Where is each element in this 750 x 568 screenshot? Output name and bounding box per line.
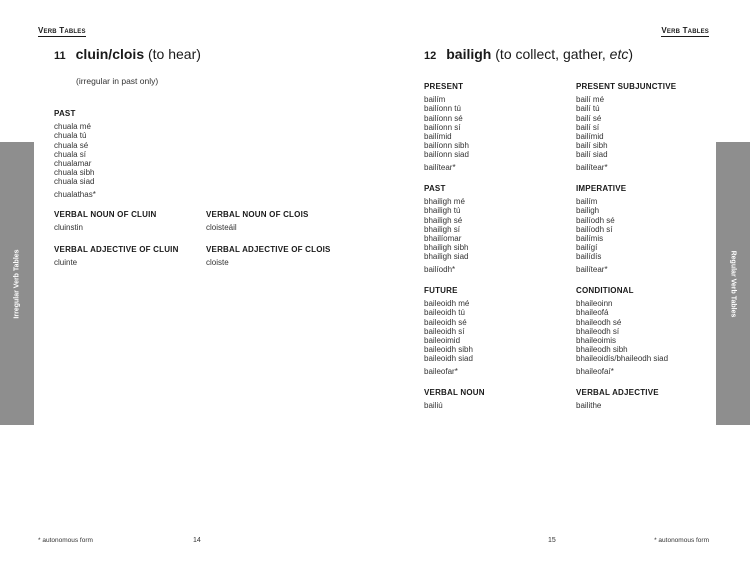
verb-number: 12 [424, 50, 437, 62]
page-number: 15 [548, 537, 556, 544]
verb-form: bhaileodh sibh [576, 345, 628, 355]
section-header: VERBAL ADJECTIVE OF CLOIS [206, 245, 331, 254]
autonomous-form: bailítear* [576, 264, 608, 274]
verb-form: bailí sí [576, 122, 600, 132]
right-page [375, 0, 750, 568]
verb-form: bailíonn tú [424, 104, 461, 114]
verbal-adj-clois-section [206, 245, 331, 267]
verb-form: bailíonn sé [424, 113, 463, 123]
thumb-tab [716, 142, 750, 425]
verbal-adjective-section [576, 388, 659, 410]
verb-form: bailíodh sé [576, 215, 615, 225]
section-header: PAST [424, 184, 446, 193]
verb-form: bailigh [576, 206, 600, 216]
verb-gloss [495, 46, 633, 62]
verbal-noun-cluin-section [54, 210, 157, 232]
autonomous-form: bailítear* [576, 162, 608, 172]
page-number: 14 [193, 537, 201, 544]
verb-form: chuala sé [54, 140, 89, 150]
verb-form: bhaileoidís/bhaileodh siad [576, 354, 669, 364]
verb-form: bhaileofá [576, 308, 609, 318]
verb-form: bailídís [576, 252, 602, 262]
verb-form: chualamar [54, 159, 92, 169]
verb-form: bailí mé [576, 95, 605, 105]
verb-form: baileoidh mé [424, 299, 470, 309]
section-header: VERBAL ADJECTIVE [576, 388, 659, 397]
verb-form: chuala mé [54, 122, 91, 132]
verb-form: bailím [576, 197, 598, 207]
autonomous-form: bhaileofaí* [576, 366, 614, 376]
section-header: VERBAL NOUN OF CLOIS [206, 210, 309, 219]
verb-gloss: (to hear) [148, 46, 201, 62]
verb-form: bailígí [576, 243, 598, 253]
verb-form: cluinte [54, 258, 78, 268]
verb-form: bailíonn sibh [424, 141, 469, 151]
verb-form: bhaileoinn [576, 299, 613, 309]
verb-gloss-suffix: ) [628, 46, 634, 62]
verb-form: bailím [424, 95, 446, 105]
thumb-tab-label: Regular Verb Tables [729, 250, 737, 317]
verb-form: chuala sibh [54, 168, 95, 178]
verb-form: bhailigh sé [424, 215, 463, 225]
verb-form: cloisteáil [206, 223, 237, 233]
future-section [424, 286, 473, 376]
verb-form: bailiú [424, 401, 443, 411]
verb-form: bailí sibh [576, 141, 608, 151]
section-header: VERBAL NOUN OF CLUIN [54, 210, 157, 219]
verb-form: bhailigh siad [424, 252, 469, 262]
verb-gloss-etc: etc [609, 46, 629, 62]
verb-form: bailíonn sí [424, 122, 461, 132]
verb-form: bailithe [576, 401, 602, 411]
verb-form: bailímis [576, 234, 604, 244]
present-section [424, 82, 469, 172]
running-head: Verb Tables [661, 26, 709, 35]
autonomous-form: bailíodh* [424, 264, 456, 274]
verb-form: baileoidh siad [424, 354, 473, 364]
verb-form: bhailigh sí [424, 224, 461, 234]
section-header: IMPERATIVE [576, 184, 627, 193]
verb-form: bhaileodh sí [576, 326, 620, 336]
verb-form: baileoimid [424, 336, 461, 346]
section-header: PRESENT SUBJUNCTIVE [576, 82, 677, 91]
section-header: PAST [54, 109, 76, 118]
verb-form: chuala sí [54, 149, 87, 159]
verb-title [424, 46, 633, 62]
conditional-section [576, 286, 668, 376]
verb-form: cluinstin [54, 223, 83, 233]
section-header: VERBAL NOUN [424, 388, 485, 397]
present-subjunctive-section [576, 82, 676, 172]
footnote: * autonomous form [654, 537, 709, 544]
footnote: * autonomous form [38, 537, 93, 544]
verbal-noun-clois-section [206, 210, 309, 232]
verb-form: bailímid [576, 132, 604, 142]
verb-form: bailí sé [576, 113, 602, 123]
autonomous-form: chualathas* [54, 189, 96, 199]
verbal-adj-cluin-section [54, 245, 179, 267]
verb-form: chuala tú [54, 131, 87, 141]
past-section [424, 184, 468, 274]
verbal-noun-section [424, 388, 485, 410]
verb-form: bhaileodh sé [576, 317, 622, 327]
thumb-tab-label: Irregular Verb Tables [13, 248, 21, 319]
section-header: CONDITIONAL [576, 286, 634, 295]
imperative-section [576, 184, 626, 274]
verb-form: chuala siad [54, 177, 95, 187]
verb-form: cloiste [206, 258, 229, 268]
thumb-tab [0, 142, 34, 425]
verb-form: bhailíomar [424, 234, 462, 244]
verb-form: bhaileoimis [576, 336, 617, 346]
verb-headword: cluin/clois [75, 46, 145, 62]
verb-form: bailí siad [576, 150, 608, 160]
verb-form: baileoidh sé [424, 317, 467, 327]
irregular-note: (irregular in past only) [76, 76, 159, 86]
autonomous-form: bailítear* [424, 162, 456, 172]
verb-form: baileoidh sibh [424, 345, 473, 355]
autonomous-form: baileofar* [424, 366, 458, 376]
verb-form: bhailigh mé [424, 197, 465, 207]
verb-form: baileoidh tú [424, 308, 465, 318]
verb-headword: bailigh [446, 46, 492, 62]
verb-form: bailíodh sí [576, 224, 613, 234]
section-header: FUTURE [424, 286, 458, 295]
verb-form: bhailigh tú [424, 206, 461, 216]
past-section [54, 109, 96, 199]
verb-form: bhailigh sibh [424, 243, 469, 253]
verb-form: bailímid [424, 132, 452, 142]
verb-gloss-prefix: (to collect, gather, [495, 46, 610, 62]
verb-title [54, 46, 201, 62]
running-head: Verb Tables [38, 26, 86, 35]
section-header: PRESENT [424, 82, 464, 91]
verb-form: baileoidh sí [424, 326, 465, 336]
verb-number: 11 [54, 50, 66, 62]
verb-form: bailí tú [576, 104, 600, 114]
section-header: VERBAL ADJECTIVE OF CLUIN [54, 245, 179, 254]
verb-form: bailíonn siad [424, 150, 469, 160]
